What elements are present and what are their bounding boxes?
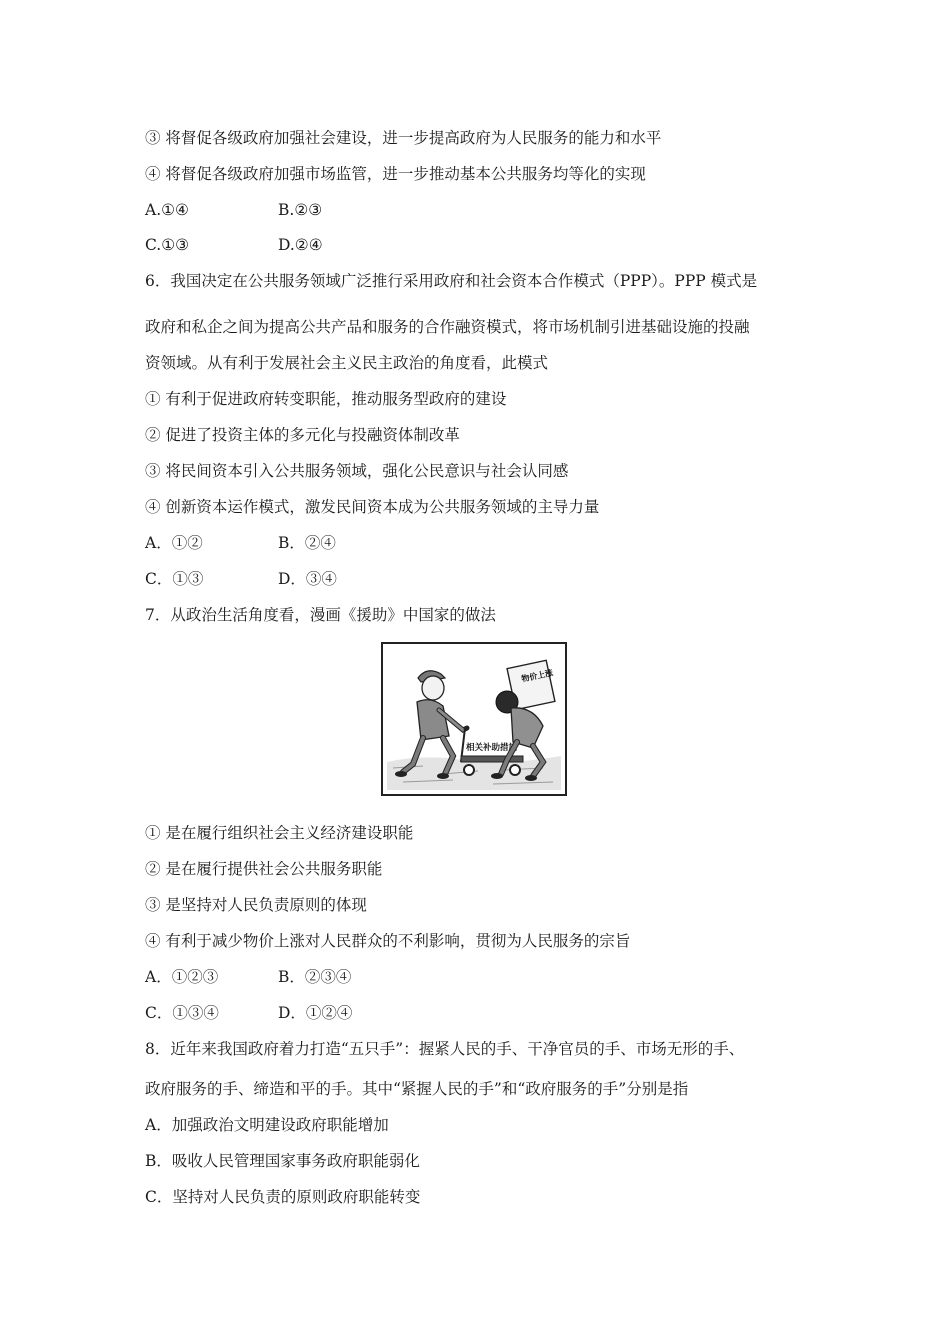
q8-option-a: A．加强政治文明建设政府职能增加	[145, 1116, 389, 1134]
q5-choice-a: A.①④	[145, 201, 189, 219]
q7-choice-c: C．①③④	[145, 1004, 219, 1022]
q6-option-2: ② 促进了投资主体的多元化与投融资体制改革	[145, 426, 460, 444]
q6-choice-d: D．③④	[278, 570, 337, 588]
q8-stem-line-2: 政府服务的手、缔造和平的手。其中“紧握人民的手”和“政府服务的手”分别是指	[145, 1080, 689, 1098]
q7-option-1: ① 是在履行组织社会主义经济建设职能	[145, 824, 414, 842]
q5-choice-c: C.①③	[145, 236, 190, 254]
q8-option-b: B．吸收人民管理国家事务政府职能弱化	[145, 1152, 420, 1170]
q6-stem-line-1: 6．我国决定在公共服务领域广泛推行采用政府和社会资本合作模式（PPP）。PPP 模式是	[145, 272, 758, 290]
q5-option-4: ④ 将督促各级政府加强市场监管，进一步推动基本公共服务均等化的实现	[145, 165, 646, 183]
q6-option-3: ③ 将民间资本引入公共服务领域，强化公民意识与社会认同感	[145, 462, 569, 480]
q7-choice-d: D．①②④	[278, 1004, 353, 1022]
box-label: 物价上涨	[520, 668, 554, 684]
q7-stem: 7．从政治生活角度看，漫画《援助》中国家的做法	[145, 606, 496, 624]
q5-choice-b: B.②③	[278, 201, 323, 219]
q6-choice-b: B．②④	[278, 534, 336, 552]
q6-stem-line-2: 政府和私企之间为提高公共产品和服务的合作融资模式，将市场机制引进基础设施的投融	[145, 318, 750, 336]
cartoon-drawing	[383, 644, 565, 794]
q6-choice-a: A．①②	[145, 534, 203, 552]
cartoon-aid-figure	[381, 642, 567, 796]
q7-choice-b: B．②③④	[278, 968, 352, 986]
q5-option-3: ③ 将督促各级政府加强社会建设，进一步提高政府为人民服务的能力和水平	[145, 129, 662, 147]
q6-choice-c: C．①③	[145, 570, 204, 588]
q8-stem-line-1: 8．近年来我国政府着力打造“五只手”：握紧人民的手、干净官员的手、市场无形的手、	[145, 1040, 745, 1058]
q6-option-4: ④ 创新资本运作模式，激发民间资本成为公共服务领域的主导力量	[145, 498, 600, 516]
q6-option-1: ① 有利于促进政府转变职能，推动服务型政府的建设	[145, 390, 507, 408]
q5-choice-d: D.②④	[278, 236, 323, 254]
q7-choice-a: A．①②③	[145, 968, 219, 986]
q7-option-4: ④ 有利于减少物价上涨对人民群众的不利影响，贯彻为人民服务的宗旨	[145, 932, 631, 950]
q6-stem-line-3: 资领域。从有利于发展社会主义民主政治的角度看，此模式	[145, 354, 549, 372]
cart-label: 相关补助措施	[466, 743, 518, 753]
q8-option-c: C．坚持对人民负责的原则政府职能转变	[145, 1188, 421, 1206]
q7-option-2: ② 是在履行提供社会公共服务职能	[145, 860, 383, 878]
q7-option-3: ③ 是坚持对人民负责原则的体现	[145, 896, 367, 914]
